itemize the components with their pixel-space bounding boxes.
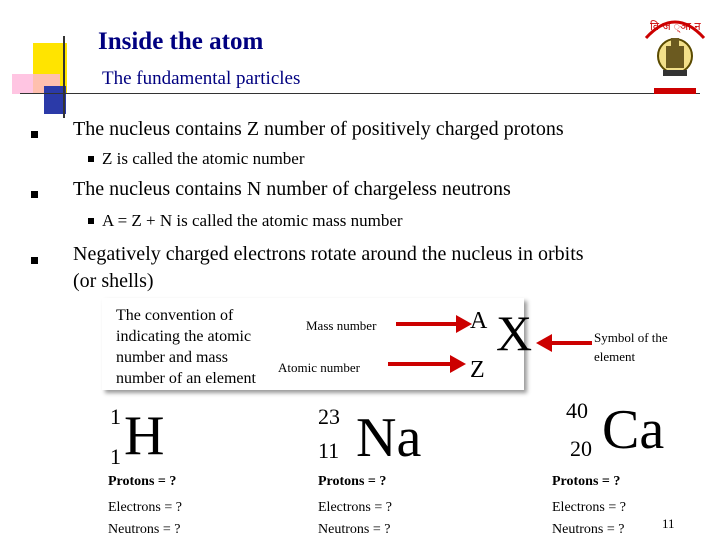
sodium-protons: Protons = ? xyxy=(318,474,387,489)
calcium-symbol: Ca xyxy=(602,399,665,461)
calcium-electrons: Electrons = ? xyxy=(552,500,626,515)
hydrogen-electrons: Electrons = ? xyxy=(108,500,182,515)
page-number: 11 xyxy=(662,516,675,531)
svg-text:वि ज ्ञा न: वि ज ्ञा न xyxy=(650,20,701,33)
decor-horizontal-line xyxy=(20,93,700,94)
convention-line-1: The convention of xyxy=(116,307,234,324)
notation-mass-A: A xyxy=(470,308,488,334)
mass-number-label: Mass number xyxy=(306,318,377,333)
sodium-electrons: Electrons = ? xyxy=(318,500,392,515)
bullet-marker xyxy=(31,191,38,198)
convention-line-4: number of an element xyxy=(116,370,256,387)
hydrogen-mass-number: 1 xyxy=(110,404,121,429)
bullet-text-electrons-line2: (or shells) xyxy=(73,270,154,292)
notation-symbol-X: X xyxy=(496,305,533,361)
page-title: Inside the atom xyxy=(98,28,264,55)
bullet-text-electrons-line1: Negatively charged electrons rotate around the nucleus in orbits xyxy=(73,243,584,265)
sub-bullet-mass-number: A = Z + N is called the atomic mass number xyxy=(102,211,403,230)
decor-vertical-line xyxy=(63,36,65,118)
hydrogen-protons: Protons = ? xyxy=(108,474,177,489)
bullet-marker xyxy=(31,257,38,264)
page-subtitle: The fundamental particles xyxy=(102,68,301,89)
symbol-label-line-1: Symbol of the xyxy=(594,330,668,345)
symbol-label-line-2: element xyxy=(594,349,636,364)
emblem-icon xyxy=(636,8,714,98)
sub-bullet-marker xyxy=(88,218,94,224)
convention-line-3: number and mass xyxy=(116,349,228,366)
hydrogen-atomic-number: 1 xyxy=(110,444,121,469)
hydrogen-neutrons: Neutrons = ? xyxy=(108,522,181,537)
calcium-neutrons: Neutrons = ? xyxy=(552,522,625,537)
sodium-mass-number: 23 xyxy=(318,404,340,429)
hydrogen-symbol: H xyxy=(124,405,165,467)
sodium-symbol: Na xyxy=(356,407,422,469)
sodium-neutrons: Neutrons = ? xyxy=(318,522,391,537)
sub-bullet-atomic-number: Z is called the atomic number xyxy=(102,149,305,168)
notation-atomic-Z: Z xyxy=(470,357,485,383)
bullet-marker xyxy=(31,131,38,138)
sub-bullet-marker xyxy=(88,156,94,162)
arrow-to-atomic-number xyxy=(386,352,468,376)
arrow-to-mass-number xyxy=(394,312,474,336)
sodium-atomic-number: 11 xyxy=(318,438,340,463)
bullet-text-protons: The nucleus contains Z number of positively charged protons xyxy=(73,118,564,140)
arrow-to-symbol xyxy=(534,331,594,355)
calcium-mass-number: 40 xyxy=(566,398,588,423)
atomic-number-label: Atomic number xyxy=(278,360,360,375)
convention-line-2: indicating the atomic xyxy=(116,328,252,345)
calcium-atomic-number: 20 xyxy=(570,436,592,461)
bullet-text-neutrons: The nucleus contains N number of chargeless neutrons xyxy=(73,178,511,200)
calcium-protons: Protons = ? xyxy=(552,474,621,489)
